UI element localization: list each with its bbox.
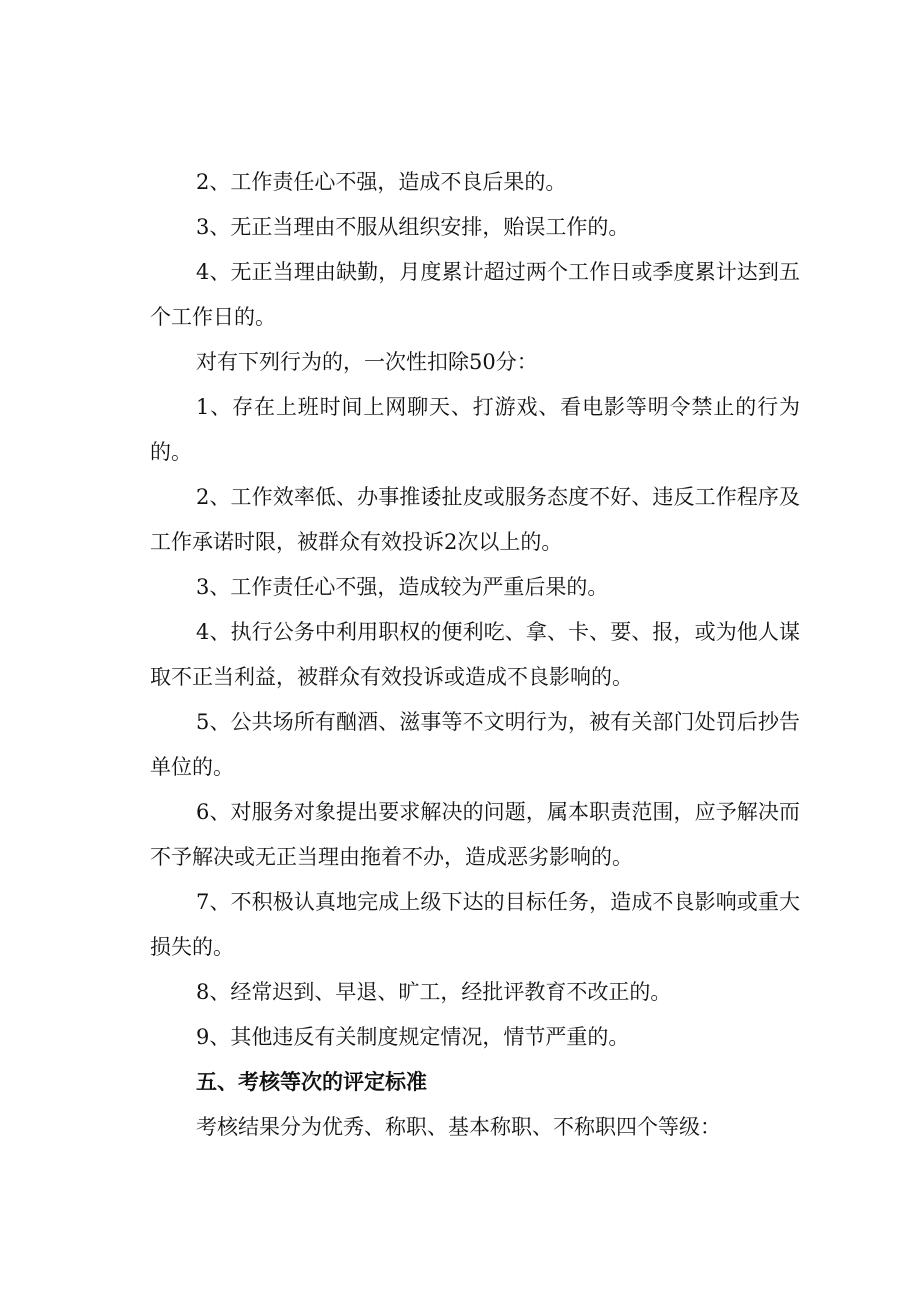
section-heading-five: 五、考核等次的评定标准 bbox=[196, 1070, 427, 1094]
paragraph-deduction-9: 9、其他违反有关制度规定情况，情节严重的。 bbox=[196, 1025, 630, 1049]
paragraph-item-3: 3、无正当理由不服从组织安排，贻误工作的。 bbox=[196, 215, 630, 239]
paragraph-grading-intro: 考核结果分为优秀、称职、基本称职、不称职四个等级： bbox=[196, 1115, 721, 1139]
document-body bbox=[150, 160, 800, 1150]
paragraph-deduction-5: 5、公共场所有酗酒、滋事等不文明行为，被有关部门处罚后抄告单位的。 bbox=[150, 710, 800, 779]
paragraph-deduction-4: 4、执行公务中利用职权的便利吃、拿、卡、要、报，或为他人谋取不正当利益，被群众有效投诉或造成不良影响的。 bbox=[150, 620, 800, 689]
paragraph-deduction-6: 6、对服务对象提出要求解决的问题，属本职责范围，应予解决而不予解决或无正当理由拖着不办，造成恶劣影响的。 bbox=[150, 800, 800, 869]
paragraph-deduction-1: 1、存在上班时间上网聊天、打游戏、看电影等明令禁止的行为的。 bbox=[150, 395, 800, 464]
paragraph-item-2: 2、工作责任心不强，造成不良后果的。 bbox=[196, 170, 567, 194]
paragraph-deduction-2: 2、工作效率低、办事推诿扯皮或服务态度不好、违反工作程序及工作承诺时限，被群众有效投诉2次以上的。 bbox=[150, 485, 800, 554]
paragraph-deduction-3: 3、工作责任心不强，造成较为严重后果的。 bbox=[196, 575, 609, 599]
paragraph-deduction-intro: 对有下列行为的，一次性扣除50分： bbox=[196, 350, 538, 374]
paragraph-deduction-7: 7、不积极认真地完成上级下达的目标任务，造成不良影响或重大损失的。 bbox=[150, 890, 800, 959]
paragraph-deduction-8: 8、经常迟到、早退、旷工，经批评教育不改正的。 bbox=[196, 980, 672, 1004]
paragraph-item-4: 4、无正当理由缺勤，月度累计超过两个工作日或季度累计达到五个工作日的。 bbox=[150, 260, 800, 329]
